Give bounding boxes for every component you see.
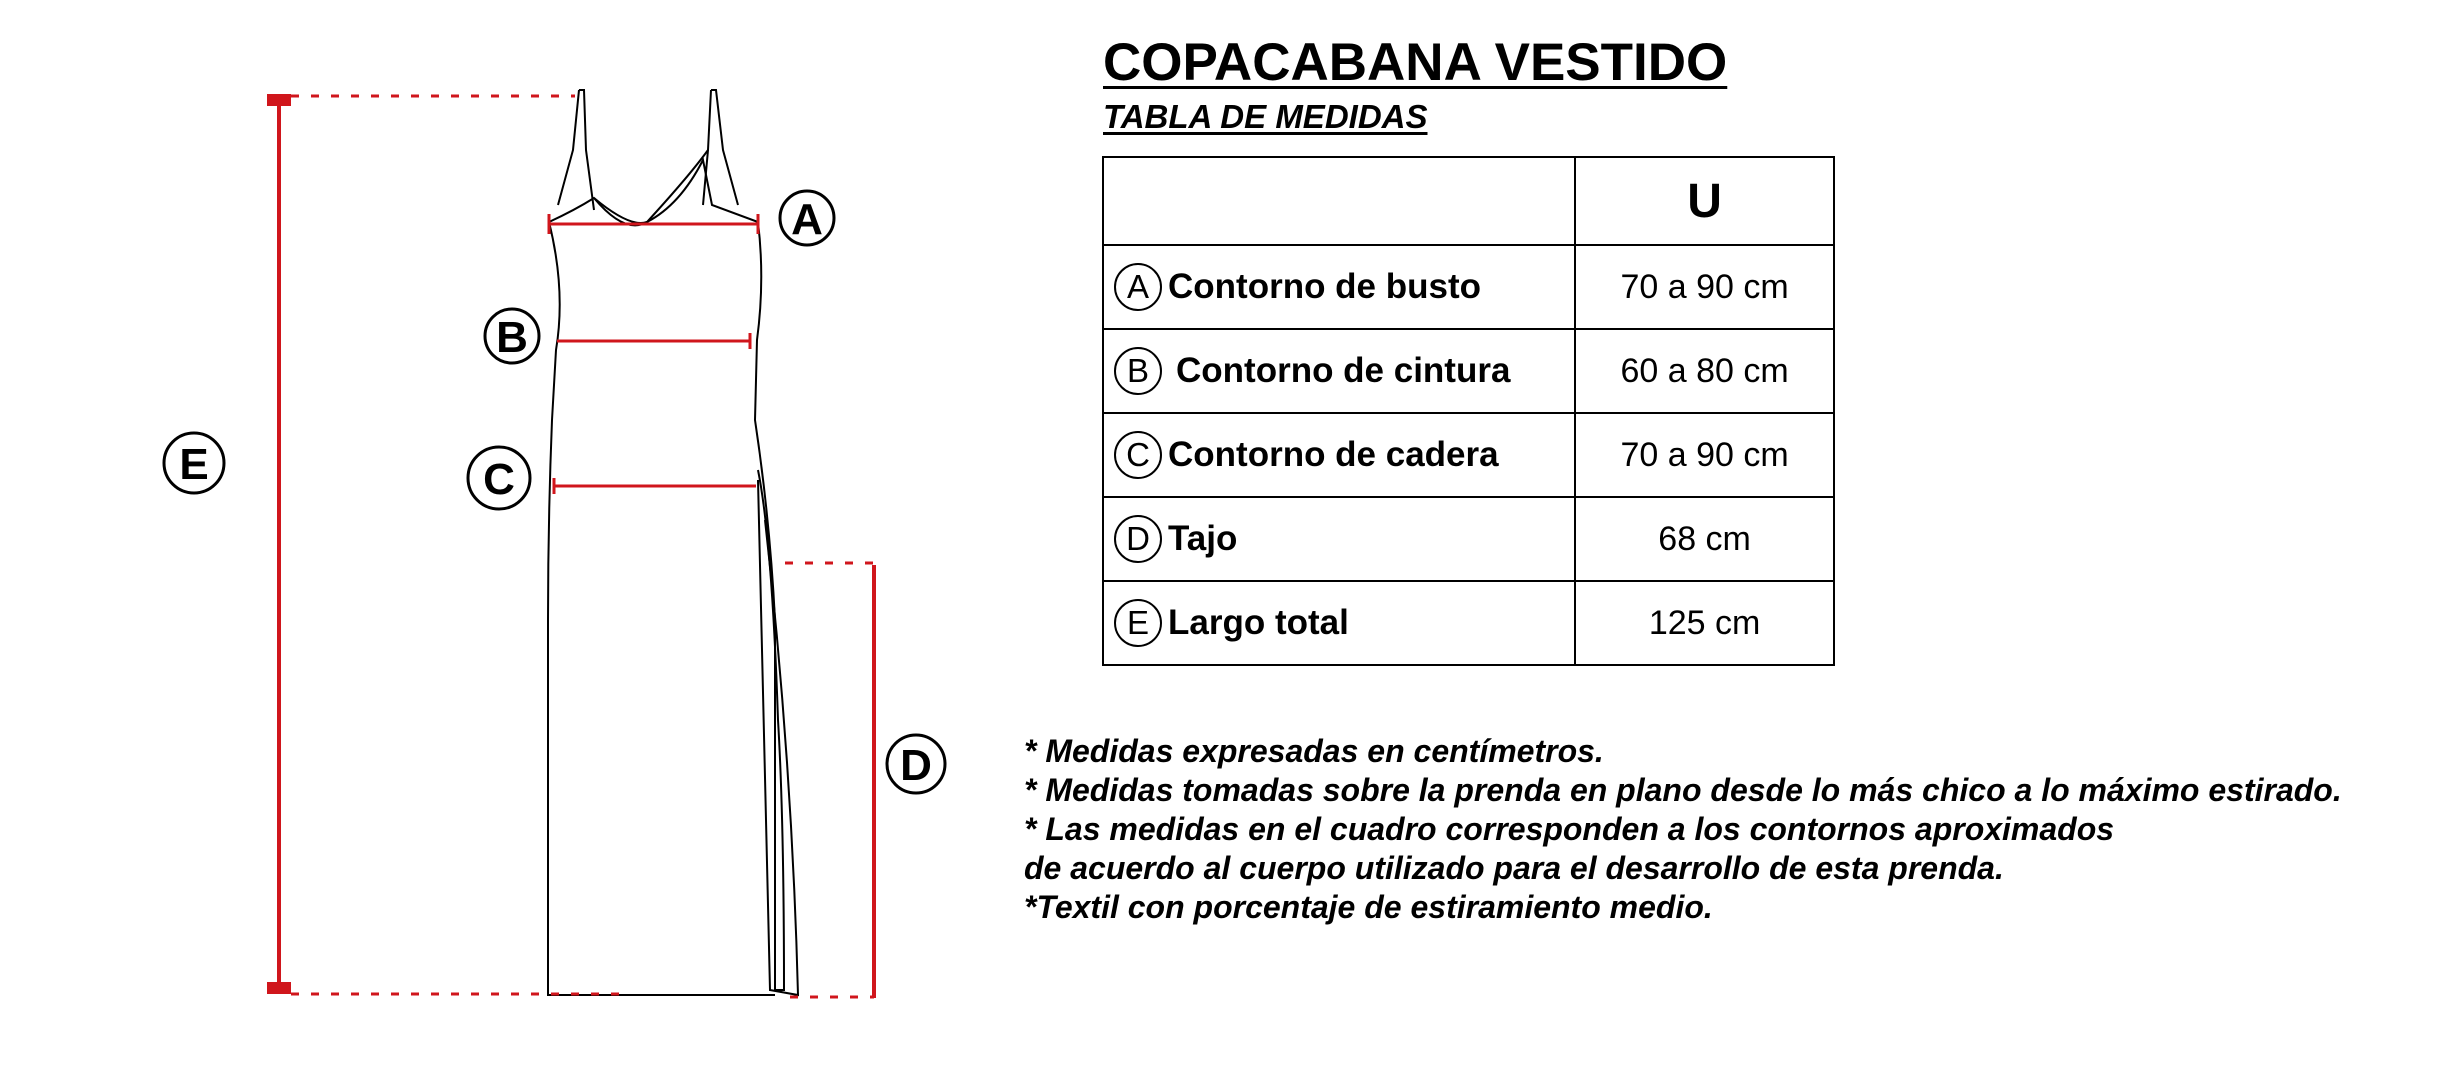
measure-slit-length — [785, 563, 874, 998]
measure-total-length — [267, 94, 620, 994]
row-label-text: Tajo — [1168, 519, 1238, 558]
size-table-subtitle: TABLA DE MEDIDAS — [1103, 98, 1428, 135]
table-row-label — [1103, 497, 1575, 581]
table-row — [1103, 329, 1834, 413]
table-row-label — [1103, 329, 1575, 413]
row-label-text: Contorno de busto — [1168, 267, 1482, 306]
table-row-value: 125 cm — [1575, 581, 1834, 665]
row-label-text: Largo total — [1168, 603, 1349, 642]
marker-c — [468, 447, 530, 509]
marker-d — [887, 735, 945, 793]
marker-d-label: D — [900, 741, 932, 790]
marker-b-label: B — [496, 313, 528, 362]
note-line: * Medidas expresadas en centímetros. — [1024, 733, 1604, 769]
marker-b — [485, 309, 539, 363]
note-line: de acuerdo al cuerpo utilizado para el desarrollo de esta prenda. — [1024, 850, 2004, 886]
marker-a-label: A — [791, 195, 823, 244]
note-line: * Las medidas en el cuadro corresponden a los contornos aproximados — [1024, 811, 2115, 847]
dress-diagram — [0, 0, 1030, 1083]
table-row — [1103, 245, 1834, 329]
table-row-value: 70 a 90 cm — [1575, 245, 1834, 329]
row-label-text: Contorno de cintura — [1176, 351, 1511, 390]
row-label-text: Contorno de cadera — [1168, 435, 1499, 474]
size-table — [1102, 156, 1835, 666]
table-row-value: 68 cm — [1575, 497, 1834, 581]
marker-e — [164, 433, 224, 493]
size-column-header: U — [1575, 157, 1834, 245]
row-marker-a: A — [1114, 263, 1162, 311]
table-header-row — [1103, 157, 1834, 245]
row-marker-e: E — [1114, 599, 1162, 647]
note-line: *Textil con porcentaje de estiramiento medio. — [1024, 889, 1713, 925]
table-row-value: 60 a 80 cm — [1575, 329, 1834, 413]
dress-outline — [549, 160, 784, 990]
table-row-label — [1103, 413, 1575, 497]
table-row — [1103, 497, 1834, 581]
table-row — [1103, 413, 1834, 497]
measure-hip-line — [554, 478, 756, 494]
marker-e-label: E — [179, 440, 209, 489]
table-header-empty-cell — [1103, 157, 1575, 245]
table-row — [1103, 581, 1834, 665]
product-title: COPACABANA VESTIDO — [1103, 33, 1728, 92]
table-row-label — [1103, 245, 1575, 329]
row-marker-d: D — [1114, 515, 1162, 563]
straps — [558, 90, 738, 210]
measurement-notes — [1024, 732, 2342, 927]
dress-left-side — [548, 222, 775, 995]
row-marker-c: C — [1114, 431, 1162, 479]
marker-c-label: C — [483, 455, 515, 504]
note-line: * Medidas tomadas sobre la prenda en plano desde lo más chico a lo máximo estirado. — [1024, 772, 2342, 808]
row-marker-b: B — [1114, 347, 1162, 395]
table-row-label — [1103, 581, 1575, 665]
neckline — [594, 150, 708, 225]
measure-bust-line — [549, 214, 758, 234]
marker-a — [780, 191, 834, 245]
table-row-value: 70 a 90 cm — [1575, 413, 1834, 497]
measure-waist-line — [557, 333, 750, 349]
